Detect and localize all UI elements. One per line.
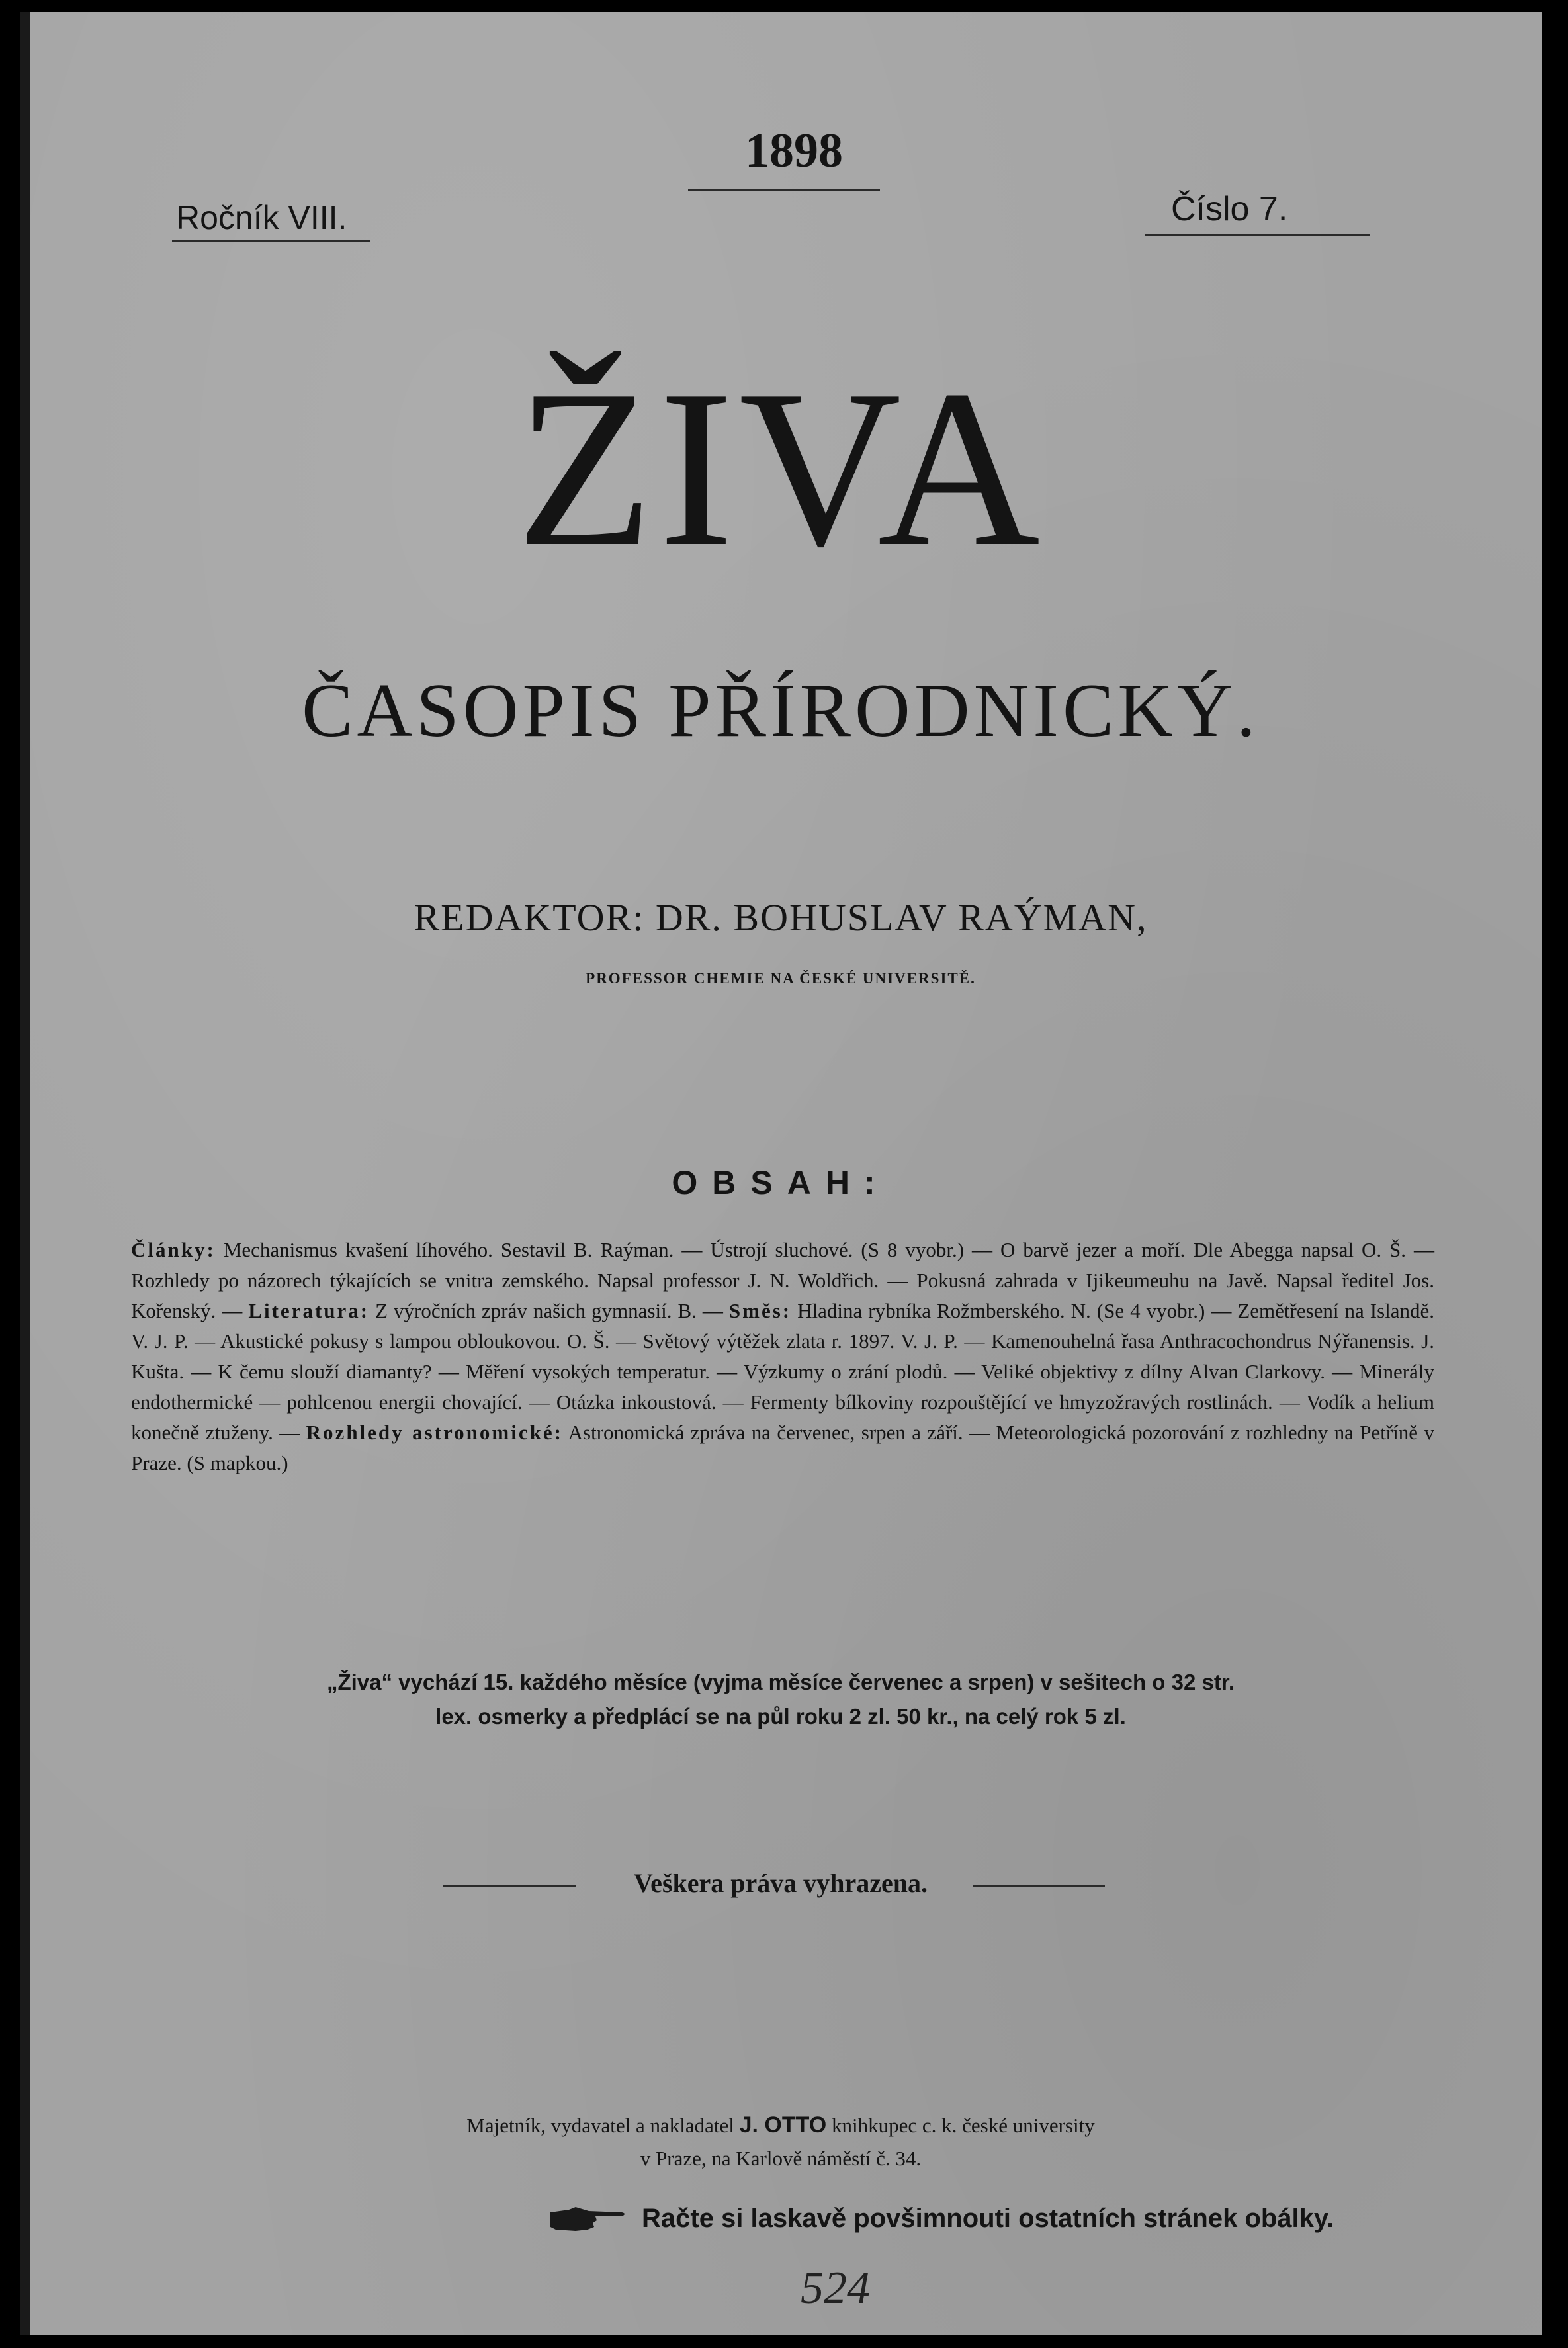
rozhledy-label: Rozhledy astronomické: (306, 1421, 563, 1444)
volume-underline (172, 240, 370, 242)
smes-text: Hladina rybníka Rožmberského. N. (Se 4 vyobr.) — Zemětřesení na Islandě. V. J. P. — Akustické pokusy s lampou obloukovou. O. Š. — Světový výtěžek zlata r. 1897. V. J. P. — Kamenouhelná řasa Anthracochondrus Nýřanensis. J. Kušta. — K čemu slouží diamanty? — Měření vysokých temperatur. — Výzkumy o zrání plodů. — Veliké objektivy z dílny Alvan Clarkovy. — Minerály endothermické — pohlcenou energii chovající. — Otázka inkoustová. — Fermenty bílkoviny rozpouštějící ve hmyzožravých rostlinách. — Vodík a helium konečně ztuženy. — (131, 1299, 1435, 1444)
smes-label: Směs: (728, 1299, 792, 1322)
literature-label: Literatura: (248, 1299, 370, 1322)
issue-number: Číslo 7. (1171, 190, 1288, 228)
volume-number: Ročník VIII. (176, 199, 347, 236)
notice-row (549, 2204, 1334, 2234)
publication-line-1: „Živa“ vychází 15. každého měsíce (vyjma měsíce červenec a srpen) v sešitech o 32 str. (326, 1670, 1235, 1694)
publication-line-2: lex. osmerky a předplácí se na půl roku 2 zl. 50 kr., na celý rok 5 zl. (435, 1704, 1126, 1729)
contents-heading: OBSAH: (672, 1164, 890, 1201)
articles-text: Mechanismus kvašení líhového. Sestavil B. Raýman. — Ústrojí sluchové. (S 8 vyobr.) — O barvě jezer a moří. Dle Abegga napsal O. Š. — Rozhledy po názorech týkajících se vnitra zemského. Napsal professor J. N. Woldřich. — Pokusná zahrada v Ijikeumeuhu na Javě. Napsal ředitel Jos. Kořenský. — (131, 1238, 1435, 1322)
publisher-line-1-post: knihkupec c. k. české university (831, 2114, 1095, 2137)
year: 1898 (745, 124, 843, 178)
contents-text (131, 1235, 1434, 1478)
pointing-hand-icon (549, 2206, 629, 2232)
editor-line: REDAKTOR: DR. BOHUSLAV RAÝMAN, (414, 896, 1148, 939)
rights-notice: Veškera práva vyhrazena. (633, 1868, 928, 1898)
rozhledy-text: Astronomická zpráva na červenec, srpen a září. — Meteorologická pozorování z rozhledny na Petříně v Praze. (S mapkou.) (131, 1421, 1434, 1474)
publisher-name: J. OTTO (739, 2112, 827, 2138)
editor-title: PROFESSOR CHEMIE NA ČESKÉ UNIVERSITĚ. (586, 970, 976, 987)
cover-page (20, 12, 1542, 2335)
publisher-line-1 (20, 2108, 1542, 2142)
year-underline (688, 189, 880, 191)
handwritten-number: 524 (801, 2263, 870, 2314)
journal-title: ŽIVA (515, 343, 1046, 593)
literature-text: Z výročních zpráv našich gymnasií. B. — (375, 1299, 723, 1322)
articles-label: Články: (131, 1238, 216, 1261)
publisher-line-2: v Praze, na Karlově náměstí č. 34. (640, 2147, 922, 2170)
issue-underline (1145, 234, 1370, 236)
notice-text: Račte si laskavě povšimnouti ostatních stránek obálky. (642, 2204, 1334, 2233)
publication-info (172, 1665, 1389, 1734)
journal-subtitle: ČASOPIS PŘÍRODNICKÝ. (302, 668, 1260, 753)
publisher-line-1-pre: Majetník, vydavatel a nakladatel (466, 2114, 734, 2137)
publisher-info (20, 2108, 1542, 2175)
